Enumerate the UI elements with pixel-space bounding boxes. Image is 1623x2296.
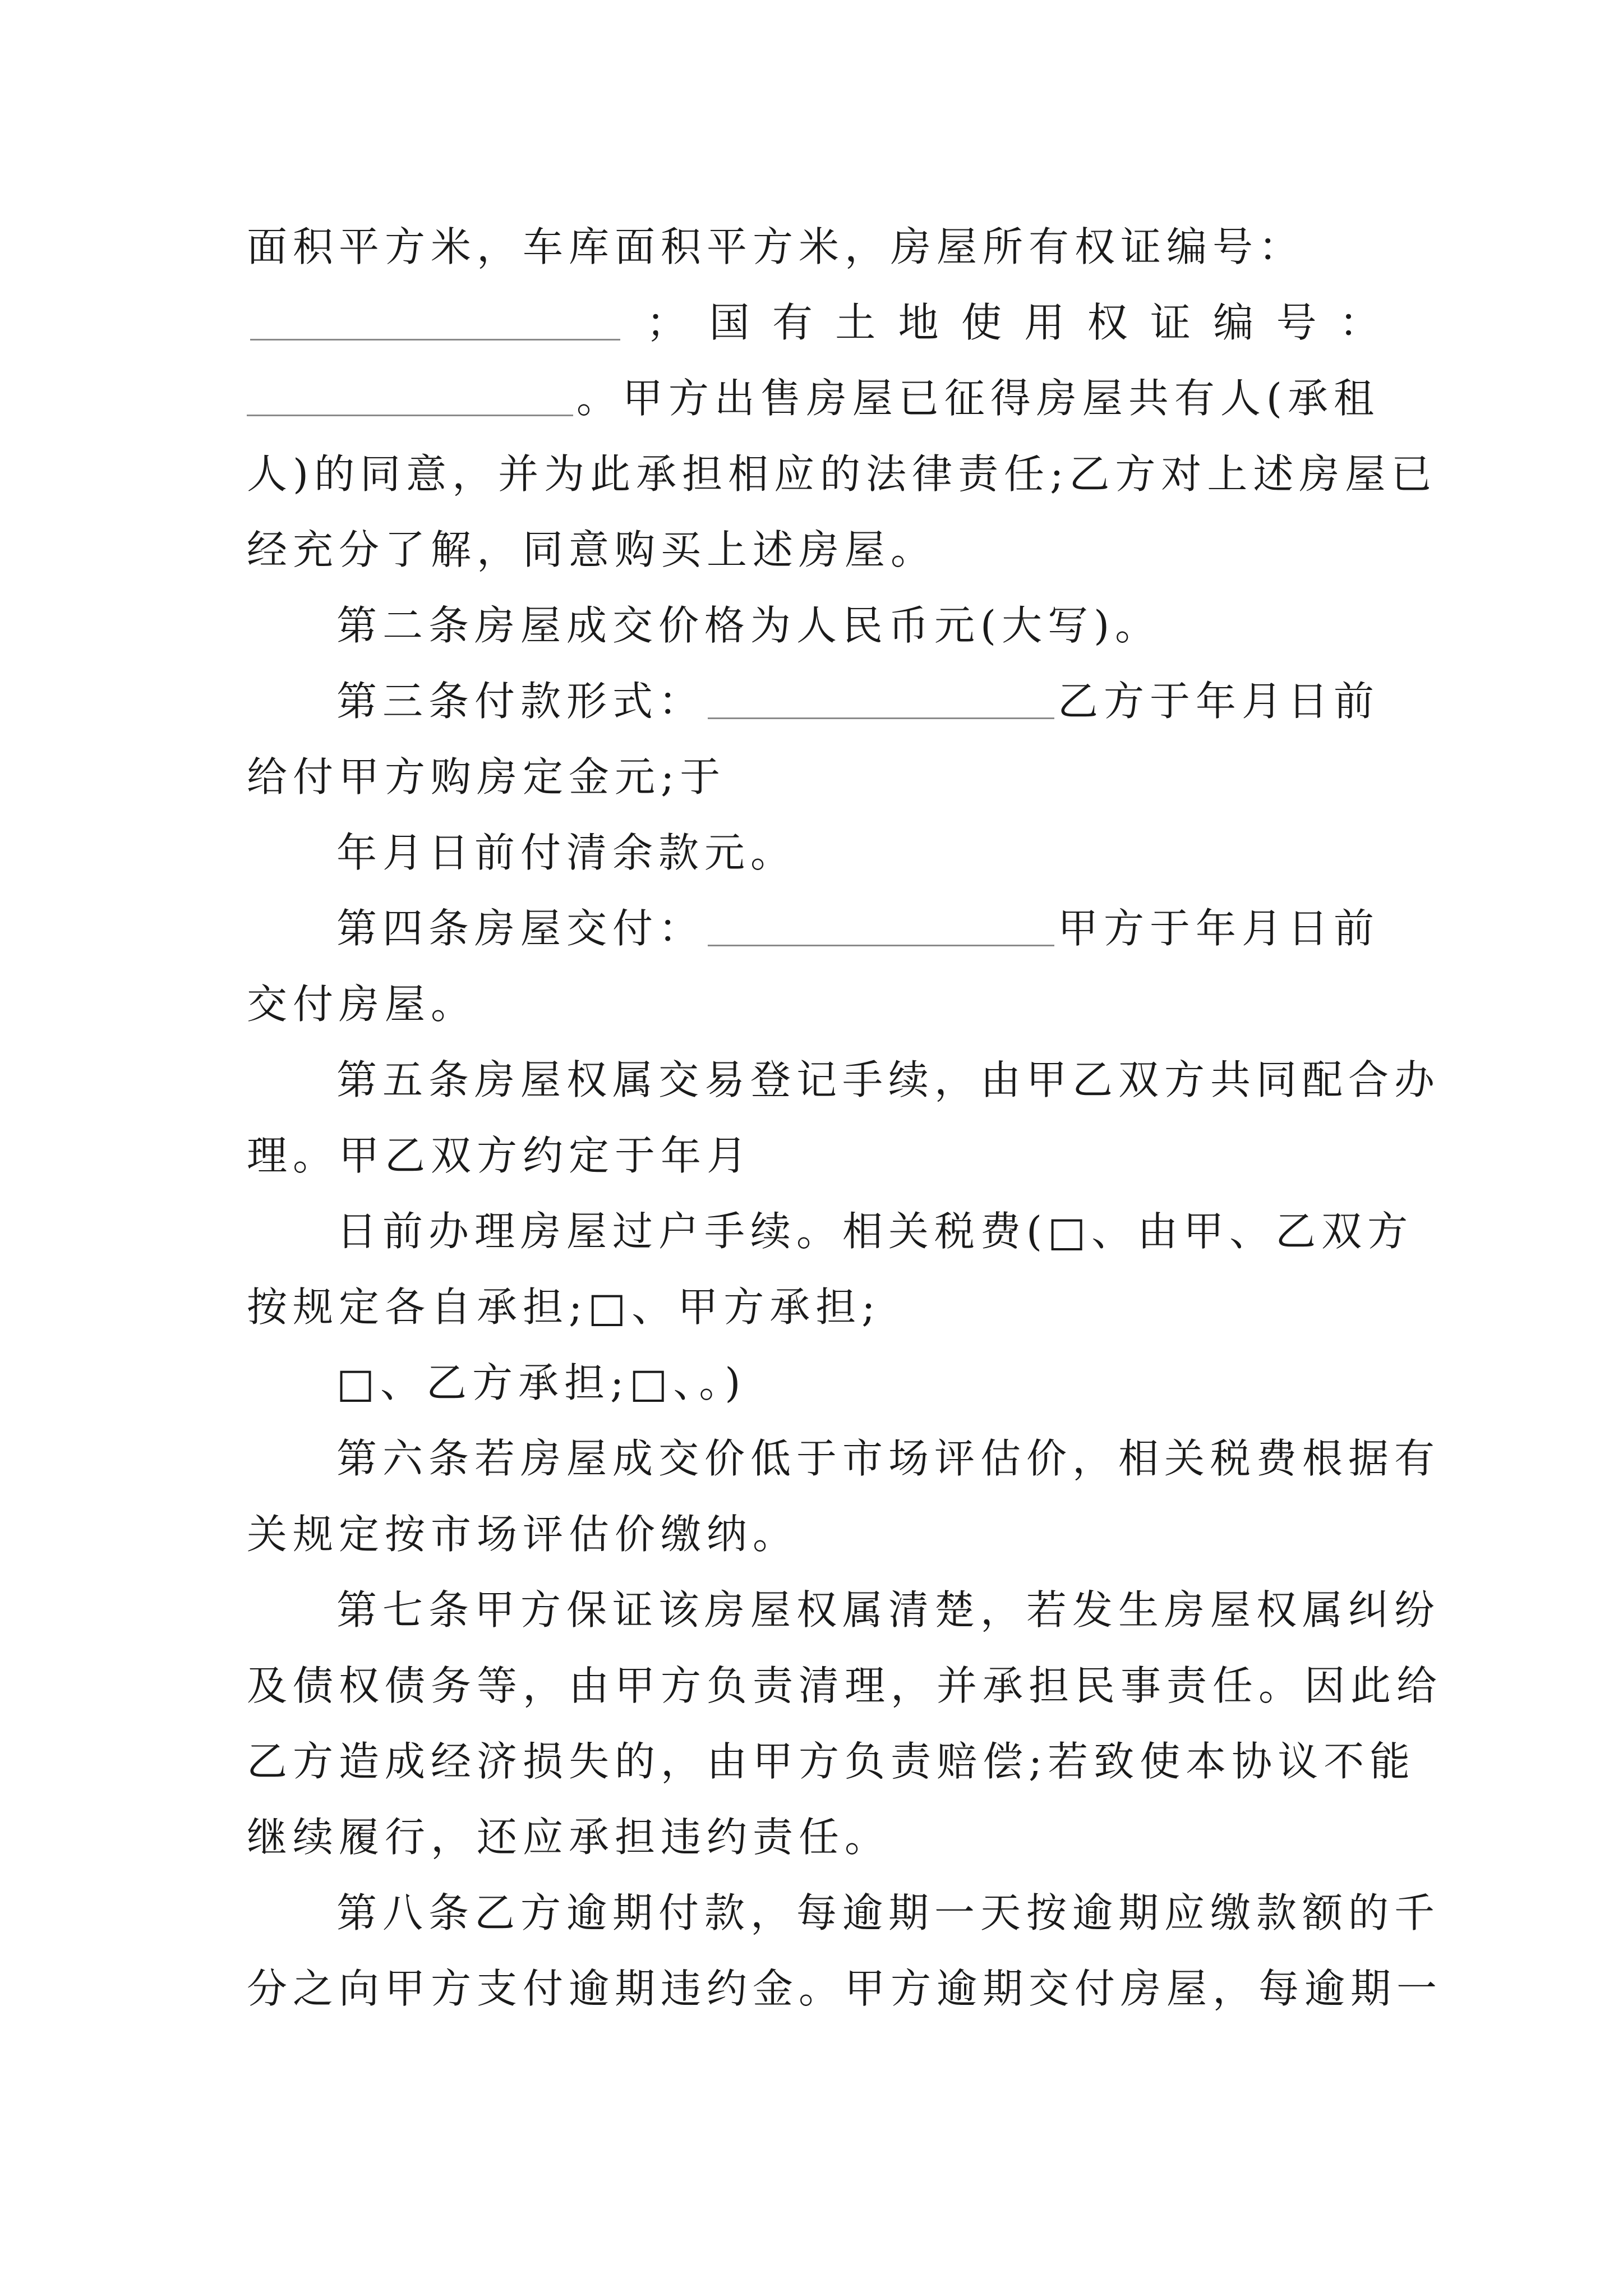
text-char: ：	[1339, 299, 1380, 346]
text-fragment: ；	[646, 299, 687, 346]
text-line	[247, 283, 1380, 362]
text-line: 交付房屋。	[247, 981, 477, 1028]
text-char: 权	[1087, 299, 1128, 346]
text-char: 地	[898, 299, 939, 346]
text-line: 给付甲方购房定金元;于	[247, 753, 726, 800]
text-line: 经充分了解，同意购买上述房屋。	[247, 526, 937, 573]
text-line: 人)的同意，并为此承担相应的法律责任;乙方对上述房屋已	[247, 450, 1437, 498]
text-line: 年月日前付清余款元。	[336, 829, 797, 876]
text-line: 及债权债务等，由甲方负责清理，并承担民事责任。因此给	[247, 1662, 1443, 1709]
text-fragment: 甲方于年月日前	[1057, 905, 1380, 952]
text-line: 第二条房屋成交价格为人民币元(大写)。	[336, 602, 1161, 649]
text-line	[336, 662, 1380, 740]
text-char: 编	[1213, 299, 1254, 346]
text-char: 证	[1150, 299, 1191, 346]
text-line: 乙方造成经济损失的，由甲方负责赔偿;若致使本协议不能	[247, 1738, 1416, 1785]
text-fragment: 第四条房屋交付：	[336, 905, 705, 952]
text-char: 有	[772, 299, 813, 346]
text-line: 理。甲乙双方约定于年月	[247, 1132, 753, 1179]
text-char: 用	[1024, 299, 1065, 346]
text-line: 第七条甲方保证该房屋权属清楚，若发生房屋权属纠纷	[336, 1586, 1441, 1634]
text-line: □、乙方承担;□、。)	[336, 1359, 746, 1406]
text-fragment: 第三条付款形式：	[336, 678, 705, 725]
fill-in-blank	[250, 305, 620, 341]
text-line: 第六条若房屋成交价低于市场评估价，相关税费根据有	[336, 1435, 1441, 1482]
text-line: 第五条房屋权属交易登记手续，由甲乙双方共同配合办	[336, 1056, 1441, 1103]
text-line: 按规定各自承担;□、甲方承担;	[247, 1283, 881, 1331]
text-char: 号	[1276, 299, 1317, 346]
text-line: 分之向甲方支付逾期违约金。甲方逾期交付房屋，每逾期一	[247, 1965, 1443, 2012]
text-line: 关规定按市场评估价缴纳。	[247, 1511, 799, 1558]
fill-in-blank	[247, 381, 573, 416]
text-line: 面积平方米，车库面积平方米，房屋所有权证编号：	[247, 223, 1305, 270]
text-fragment: 乙方于年月日前	[1057, 678, 1380, 725]
text-char: 使	[961, 299, 1002, 346]
text-line	[247, 359, 1380, 438]
text-fragment: 。甲方出售房屋已征得房屋共有人(承租	[576, 375, 1380, 422]
text-char: 土	[835, 299, 876, 346]
text-line	[336, 889, 1380, 968]
text-char: 国	[709, 299, 750, 346]
fill-in-blank	[708, 911, 1054, 946]
text-line: 继续履行，还应承担违约责任。	[247, 1814, 891, 1861]
fill-in-blank	[708, 684, 1054, 719]
text-line: 日前办理房屋过户手续。相关税费(□、由甲、乙双方	[336, 1208, 1414, 1255]
text-line: 第八条乙方逾期付款，每逾期一天按逾期应缴款额的千	[336, 1889, 1441, 1936]
